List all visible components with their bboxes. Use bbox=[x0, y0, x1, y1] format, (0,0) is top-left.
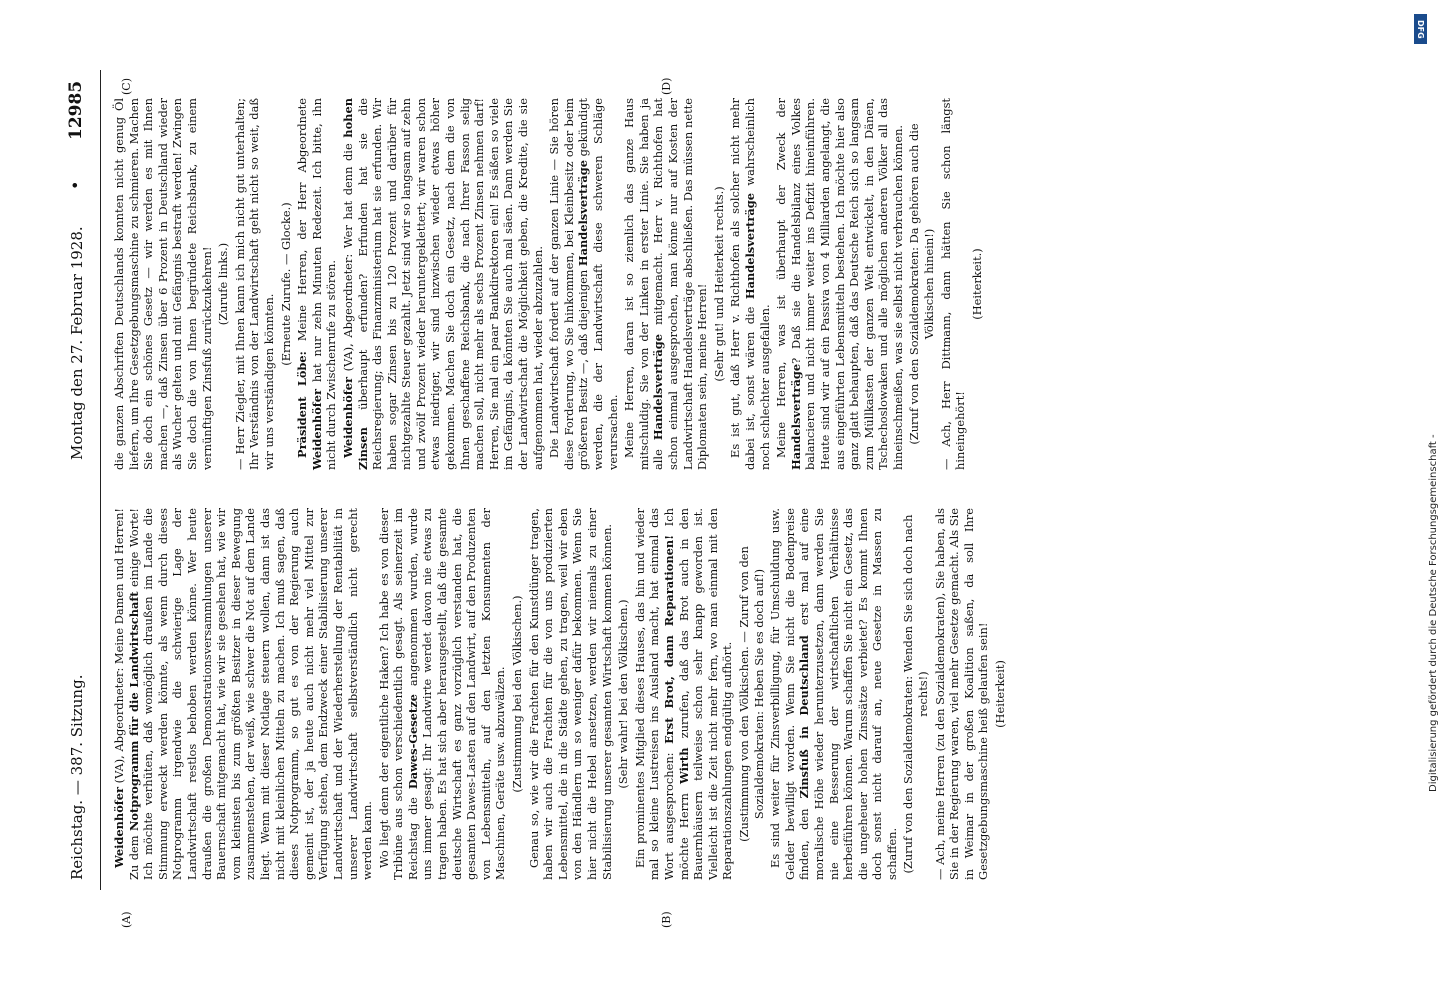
paragraph: Es ist gut, daß Herr v. Richthofen als solcher nicht mehr dabei ist, sonst wären die Handelsverträge wahrscheinlich noch schlechter ausgefallen. bbox=[728, 98, 772, 470]
paragraph: Genau so, wie wir die Frachten für den Kunstdünger tragen, haben wir auch die Frachten für die von uns produzierten Lebensmittel, die in die Städte gehen, zu tragen, weil wir eben von den Händlern um so weniger dafür bekommen. Wenn Sie hier nicht die Hebel ansetzen, werden wir niemals zu einer Stabilisierung unserer gesamten Wirtschaft kommen können. bbox=[526, 508, 614, 880]
paragraph: (Zustimmung von den Völkischen. — Zuruf von den Sozialdemokraten: Heben Sie es doch auf!) bbox=[736, 546, 766, 842]
paragraph: (Heiterkeit.) bbox=[969, 248, 984, 320]
margin-mark-a: (A) bbox=[120, 911, 133, 928]
margin-mark-d: (D) bbox=[660, 77, 673, 95]
paragraph: Es sind weiter für Zinsverbilligung, für Umschuldung usw. Gelder bewilligt worden. Wenn Sie nicht die Bodenpreise finden, den Zinsfuß in Deutschland erst mal auf eine moralische Höhe wieder herunterzusetzen, dann werden Sie nie eine Besserung der wirtschaftlichen Verhältnisse herbeiführen können. Warum schaffen Sie nicht ein Gesetz, das die ungeheuer hohen Zinssätze verbietet? Es kommt Ihnen doch sonst nicht darauf an, neue Gesetze in Massen zu schaffen. bbox=[768, 508, 899, 880]
paragraph: (Zuruf von den Sozialdemokraten: Da gehören auch die Völkischen hinein!) bbox=[907, 123, 937, 445]
paragraph: Wo liegt denn der eigentliche Haken? Ich habe es von dieser Tribüne aus schon verschiedentlich gesagt. Als seinerzeit im Reichstag die Dawes-Gesetze angenommen wurden, wurde uns immer gesagt: Ihr Landwirte werdet davon nie etwas zu tragen haben. Es hat sich aber herausgestellt, daß die gesamte deutsche Wirtschaft es ganz vorzüglich verstanden hat, die gesamten Dawes-Lasten auf den Landwirt, auf den Produzenten von Lebensmitteln, auf den letzten Konsumenten der Maschinen, Geräte usw. abzuwälzen. bbox=[376, 508, 508, 880]
paragraph: Weidenhöfer (VA), Abgeordneter: Wer hat denn die hohen Zinsen überhaupt erfunden? Erfunden hat sie die Reichsregierung; das Finanzministerium hat sie erfunden. Wir haben sogar Zinsen bis zu 120 Prozent und darüber für nichtgezahlte Steuer gezahlt. Jetzt sind wir so langsam auf zehn und zwölf Prozent wieder heruntergeklettert; wir waren schon etwas niedriger, wir sind inzwischen wieder etwas höher gekommen. Machen Sie doch ein Gesetz, nach dem die von Ihnen geschaffene Reichsbank, die nach Ihrer Fasson selig machen soll, nicht mehr als sechs Prozent Zinsen nehmen darf! Herren, Sie mal ein paar Bankdirektoren ein! Es säßen so viele im Gefängnis, da könnten Sie auch mal säen. Dann werden Sie der Landwirtschaft die Möglichkeit geben, die Kredite, die sie aufgenommen hat, wieder abzuzahlen. bbox=[340, 97, 545, 470]
paragraph: Meine Herren, was ist überhaupt der Zweck der Handelsverträge? Daß sie die Handelsbilanz eines Volkes balancieren und nicht immer weiter ins Defizit hineinführen. Heute sind wir auf ein Passiva von 4 Milliarden angelangt, die aus eingeführten Lebensmitteln bestehen. Ich möchte hier also ganz glatt behaupten, daß das Deutsche Reich sich so langsam zum Müllkasten der ganzen Welt entwickelt, in den Dänen, Tschechoslowaken und alle möglichen anderen Völker all das hineinschmeißen, was sie selbst nicht verbrauchen können. bbox=[774, 98, 905, 470]
paragraph: (Zuruf von den Sozialdemokraten: Wenden Sie sich doch nach rechts!) bbox=[901, 514, 931, 874]
paragraph: — Ach, meine Herren (zu den Sozialdemokraten), Sie haben, als Sie in der Regierung waren, viel mehr Gesetze gemacht. Als Sie in Weimar in der großen Koalition saßen, da soll Ihre Gesetzgebungsmaschine heiß gelaufen sein! bbox=[932, 508, 991, 880]
paragraph: Ein prominentes Mitglied dieses Hauses, das hin und wieder mal so kleine Lustreisen ins Ausland macht, hat einmal das Wort ausgesprochen: Erst Brot, dann Reparationen! Ich möchte Herrn Wirth zurufen, daß das Brot auch in den Bauernhäusern teilweise schon sehr knapp geworden ist. Vielleicht ist die Zeit nicht mehr fern, wo man einmal mit den Reparationszahlungen endgültig aufhört. bbox=[632, 507, 735, 880]
paragraph: — Ach, Herr Dittmann, dann hätten Sie schon längst hineingehört! bbox=[938, 98, 968, 470]
digitization-note: Digitalisierung gefördert durch die Deutsche Forschungsgemeinschaft - bbox=[1428, 434, 1439, 792]
paragraph: — Herr Ziegler, mit Ihnen kann ich mich nicht gut unterhalten; Ihr Verständnis von der Landwirtschaft geht nicht so weit, daß wir uns verständigen könnten. bbox=[232, 98, 276, 470]
rotated-page bbox=[60, 70, 1420, 928]
paragraph: Weidenhöfer (VA), Abgeordneter: Meine Damen und Herren! Zu dem Notprogramm für die Landwirtschaft einige Worte! Ich möchte verhüten, daß womöglich draußen im Lande die Stimmung erweckt werden könnte, als wenn durch dieses Notprogramm irgendwie die schwierige Lage der Landwirtschaft restlos behoben werden könne. Wer heute draußen die großen Demonstrationsversammlungen unserer Bauernschaft mitgemacht hat, wie wir sie gesehen hat, wie wir vom kleinsten bis zum größten Besitzer in dieser Bewegung zusammenstehen, der weiß, wie schwer die Not auf dem Lande liegt. Wenn mit dieser Notlage steuern wollen, dann ist das nicht mit kleinlichen Mitteln zu machen. Ich muß sagen, daß dieses Notprogramm, so gut es von der Regierung auch gemeint ist, der ja heute auch nicht mehr viel Mittel zur Verfügung stehen, dem Endzweck einer Stabilisierung unserer Landwirtschaft und der Wiederherstellung der Rentabilität in unserer Landwirtschaft selbstverständlich nicht gerecht werden kann. bbox=[112, 508, 375, 880]
page-number: 12985 bbox=[66, 80, 86, 140]
dfg-sidebar bbox=[1412, 8, 1439, 998]
left-column bbox=[112, 508, 1010, 880]
paragraph: die ganzen Abschriften Deutschlands konnten nicht genug Öl liefern, um Ihre Gesetzgebungsmaschine zu schmieren. Machen Sie doch ein schönes Gesetz — wir werden es mit Ihnen machen —, daß Zinsen über 6 Prozent in Deutschland wieder als Wucher gelten und mit Gefängnis bestraft werden! Zwingen Sie doch die von Ihnen begründete Reichsbank, zu einem vernünftigen Zinsfuß zurückzukehren! bbox=[112, 98, 214, 470]
paragraph: Meine Herren, daran ist so ziemlich das ganze Haus mitschuldig. Sie von der Linken in erster Linie. Sie haben ja alle Handelsverträge mitgemacht. Herr v. Richthofen hat schon einmal ausgesprochen, man könne nur auf Kosten der Landwirtschaft Handelsverträge abschließen. Das müssen nette Diplomaten sein, meine Herren! bbox=[622, 98, 710, 470]
paragraph: (Erneute Zurufe. — Glocke.) bbox=[278, 202, 293, 366]
paragraph: (Heiterkeit) bbox=[993, 660, 1008, 728]
margin-mark-c: (C) bbox=[120, 78, 133, 95]
paragraph: (Sehr wahr! bei den Völkischen.) bbox=[616, 599, 631, 789]
paragraph: (Zustimmung bei den Völkischen.) bbox=[510, 595, 525, 793]
right-column bbox=[112, 98, 986, 470]
paragraph: (Sehr gut! und Heiterkeit rechts.) bbox=[711, 186, 726, 382]
page-header bbox=[60, 70, 101, 890]
margin-mark-b: (B) bbox=[660, 911, 673, 928]
header-dot: • bbox=[66, 180, 85, 190]
paragraph: Präsident Löbe: Meine Herren, der Herr Abgeordnete Weidenhöfer hat nur zehn Minuten Redezeit. Ich bitte, ihn nicht durch Zwischenrufe zu stören. bbox=[295, 97, 339, 470]
paragraph: Die Landwirtschaft fordert auf der ganzen Linie — Sie hören diese Forderung, wo Sie hinkommen, bei Kleinbesitz oder beim größeren Besitz —, daß diejenigen Handelsverträge gekündigt werden, die der Landwirtschaft diese schweren Schläge verursachen. bbox=[547, 97, 620, 470]
dfg-logo: DFG bbox=[1414, 14, 1427, 44]
header-date: Montag den 27. Februar 1928. bbox=[68, 226, 86, 460]
header-session: Reichstag. — 387. Sitzung. bbox=[68, 674, 86, 880]
paragraph: (Zurufe links.) bbox=[216, 242, 231, 326]
